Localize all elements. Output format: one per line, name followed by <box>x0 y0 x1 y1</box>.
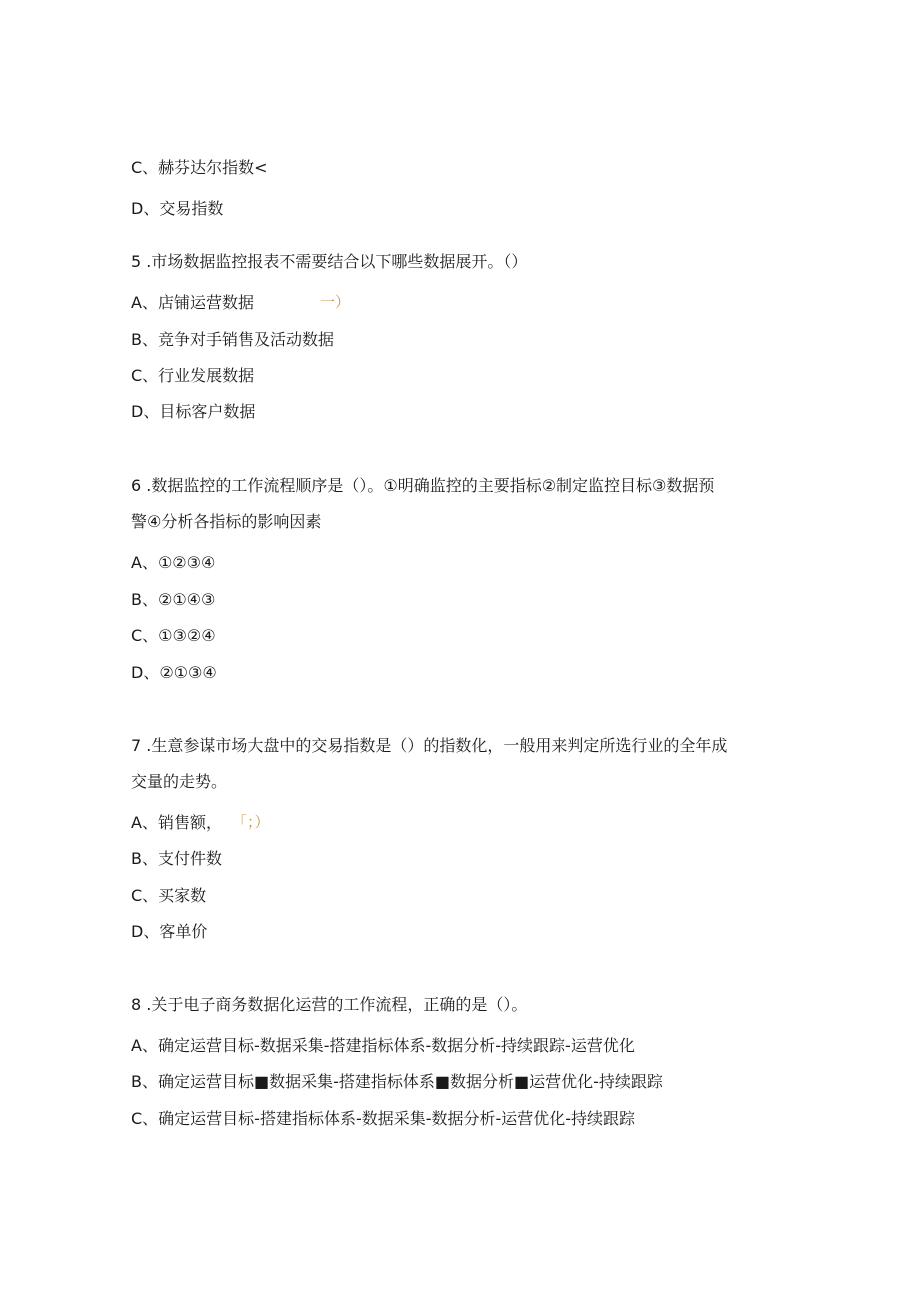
q4-option-c: C、赫芬达尔指数< <box>131 158 268 177</box>
q5-stem: 5 .市场数据监控报表不需要结合以下哪些数据展开。（） <box>131 252 528 271</box>
q8-option-a: A、确定运营目标-数据采集-搭建指标体系-数据分析-持续跟踪-运营优化 <box>131 1036 635 1055</box>
q5-option-d: D、目标客户数据 <box>131 402 256 421</box>
q7-option-d: D、客单价 <box>131 922 208 941</box>
q6-option-b: B、②①④③ <box>131 590 216 609</box>
q6-stem-line2: 警④分析各指标的影响因素 <box>131 512 322 531</box>
q5-option-c: C、行业发展数据 <box>131 366 255 385</box>
q7-stem-line1: 7 .生意参谋市场大盘中的交易指数是（）的指数化，一般用来判定所选行业的全年成 <box>131 736 728 755</box>
q6-stem-line1: 6 .数据监控的工作流程顺序是（）。①明确监控的主要指标②制定监控目标③数据预 <box>131 476 715 495</box>
q7-option-c: C、买家数 <box>131 886 207 905</box>
q6-option-d: D、②①③④ <box>131 663 217 682</box>
q5-option-a-mark: 一） <box>320 293 351 311</box>
q7-stem-line2: 交量的走势。 <box>131 772 228 791</box>
q7-option-b: B、支付件数 <box>131 849 222 868</box>
q8-stem: 8 .关于电子商务数据化运营的工作流程，正确的是（）。 <box>131 995 528 1014</box>
q7-option-a-mark: 「；） <box>232 813 270 831</box>
q8-option-b: B、确定运营目标■数据采集-搭建指标体系■数据分析■运营优化-持续跟踪 <box>131 1072 663 1091</box>
q4-option-d: D、交易指数 <box>131 199 224 218</box>
q5-option-b: B、竞争对手销售及活动数据 <box>131 330 334 349</box>
q6-option-a: A、①②③④ <box>131 553 216 572</box>
q6-option-c: C、①③②④ <box>131 626 216 645</box>
q5-option-a: A、店铺运营数据 <box>131 293 254 312</box>
q8-option-c: C、确定运营目标-搭建指标体系-数据采集-数据分析-运营优化-持续跟踪 <box>131 1109 636 1128</box>
q7-option-a: A、销售额， <box>131 813 222 832</box>
